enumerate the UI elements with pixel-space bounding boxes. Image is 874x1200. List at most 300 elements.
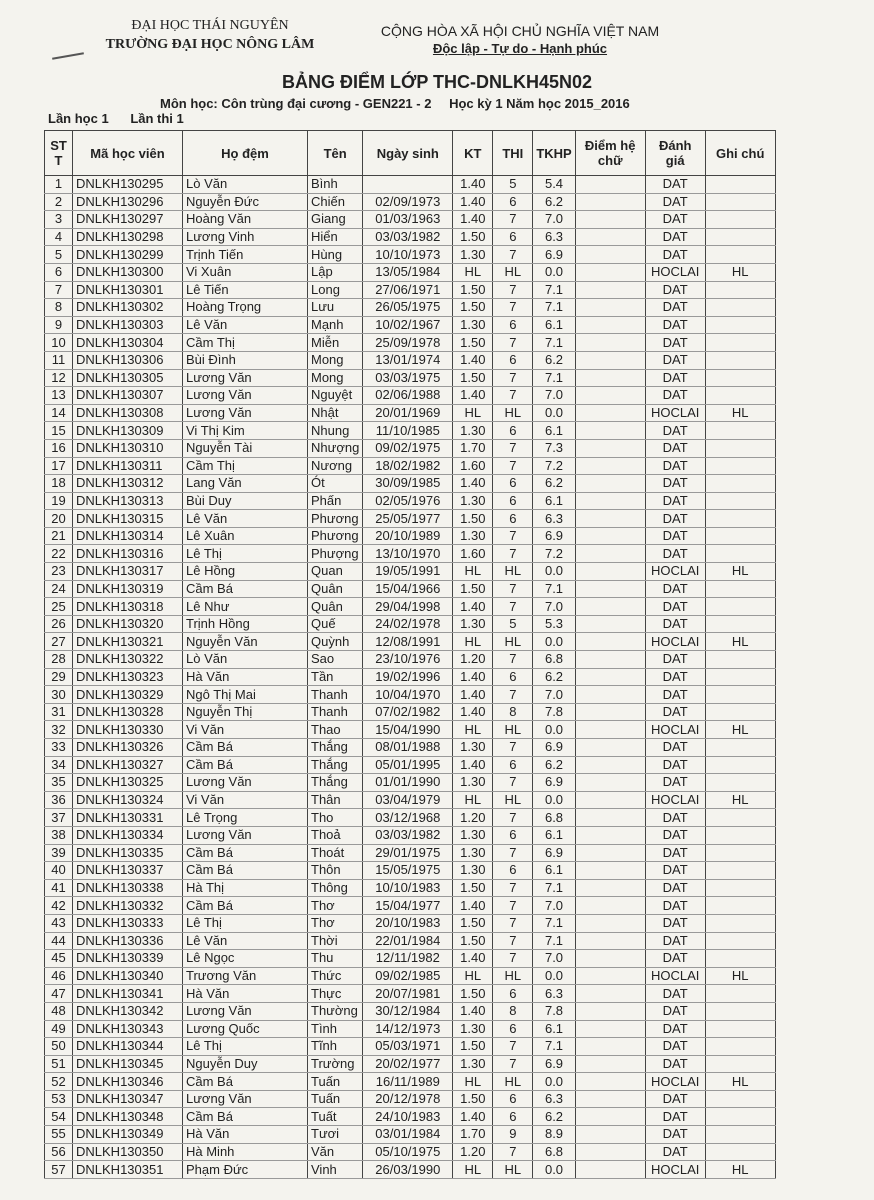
- cell-kt: 1.40: [453, 475, 493, 493]
- cell-middle-name: Hà Văn: [183, 1126, 308, 1144]
- cell-first-name: Thực: [308, 985, 363, 1003]
- cell-thi: 6: [493, 475, 533, 493]
- cell-birth-date: 22/01/1984: [363, 932, 453, 950]
- cell-student-id: DNLKH130347: [73, 1090, 183, 1108]
- cell-first-name: Thông: [308, 879, 363, 897]
- cell-birth-date: 29/01/1975: [363, 844, 453, 862]
- cell-tkhp: 6.2: [533, 1108, 575, 1126]
- cell-letter-grade: [575, 967, 645, 985]
- attempt-info: [48, 111, 202, 126]
- cell-first-name: Thơ: [308, 897, 363, 915]
- cell-letter-grade: [575, 334, 645, 352]
- cell-letter-grade: [575, 791, 645, 809]
- cell-note: HL: [705, 633, 775, 651]
- cell-note: [705, 651, 775, 669]
- cell-letter-grade: [575, 686, 645, 704]
- subject-line: [160, 96, 644, 111]
- cell-student-id: DNLKH130299: [73, 246, 183, 264]
- cell-first-name: Văn: [308, 1143, 363, 1161]
- cell-stt: 5: [45, 246, 73, 264]
- cell-evaluation: HOCLAI: [645, 1161, 705, 1179]
- cell-tkhp: 6.9: [533, 1055, 575, 1073]
- cell-kt: 1.40: [453, 176, 493, 194]
- cell-middle-name: Cầm Bá: [183, 1073, 308, 1091]
- cell-first-name: Thường: [308, 1002, 363, 1020]
- cell-thi: 7: [493, 914, 533, 932]
- cell-student-id: DNLKH130349: [73, 1126, 183, 1144]
- cell-tkhp: 7.1: [533, 369, 575, 387]
- cell-evaluation: DAT: [645, 527, 705, 545]
- cell-stt: 9: [45, 316, 73, 334]
- cell-stt: 24: [45, 580, 73, 598]
- cell-tkhp: 6.2: [533, 351, 575, 369]
- cell-first-name: Quân: [308, 580, 363, 598]
- cell-first-name: Quân: [308, 598, 363, 616]
- cell-note: [705, 1090, 775, 1108]
- table-row: [45, 510, 776, 528]
- cell-stt: 32: [45, 721, 73, 739]
- cell-student-id: DNLKH130303: [73, 316, 183, 334]
- cell-evaluation: DAT: [645, 897, 705, 915]
- cell-tkhp: 6.1: [533, 826, 575, 844]
- cell-stt: 47: [45, 985, 73, 1003]
- cell-kt: 1.40: [453, 193, 493, 211]
- cell-middle-name: Nguyễn Văn: [183, 633, 308, 651]
- cell-evaluation: DAT: [645, 1126, 705, 1144]
- cell-kt: 1.40: [453, 1108, 493, 1126]
- cell-birth-date: 10/10/1973: [363, 246, 453, 264]
- col-thi: THI: [493, 131, 533, 176]
- cell-student-id: DNLKH130340: [73, 967, 183, 985]
- cell-birth-date: 19/05/1991: [363, 563, 453, 581]
- cell-student-id: DNLKH130301: [73, 281, 183, 299]
- cell-kt: 1.40: [453, 387, 493, 405]
- cell-evaluation: DAT: [645, 439, 705, 457]
- cell-birth-date: 03/01/1984: [363, 1126, 453, 1144]
- cell-middle-name: Cầm Bá: [183, 580, 308, 598]
- cell-birth-date: 10/04/1970: [363, 686, 453, 704]
- cell-note: [705, 826, 775, 844]
- cell-stt: 13: [45, 387, 73, 405]
- cell-note: [705, 985, 775, 1003]
- cell-birth-date: 13/10/1970: [363, 545, 453, 563]
- col-kt: KT: [453, 131, 493, 176]
- cell-first-name: Phấn: [308, 492, 363, 510]
- cell-middle-name: Lê Thị: [183, 1038, 308, 1056]
- cell-tkhp: 7.0: [533, 211, 575, 229]
- cell-evaluation: DAT: [645, 545, 705, 563]
- col-evaluation: Đánh giá: [645, 131, 705, 176]
- col-tkhp: TKHP: [533, 131, 575, 176]
- cell-student-id: DNLKH130326: [73, 739, 183, 757]
- col-first-name: Tên: [308, 131, 363, 176]
- cell-thi: HL: [493, 263, 533, 281]
- cell-letter-grade: [575, 721, 645, 739]
- table-row: [45, 369, 776, 387]
- cell-kt: 1.40: [453, 950, 493, 968]
- cell-stt: 18: [45, 475, 73, 493]
- cell-thi: 7: [493, 932, 533, 950]
- cell-kt: 1.50: [453, 932, 493, 950]
- cell-tkhp: 7.1: [533, 281, 575, 299]
- cell-first-name: Mạnh: [308, 316, 363, 334]
- cell-evaluation: DAT: [645, 651, 705, 669]
- cell-birth-date: 25/09/1978: [363, 334, 453, 352]
- cell-tkhp: 6.3: [533, 985, 575, 1003]
- cell-note: HL: [705, 967, 775, 985]
- cell-kt: HL: [453, 563, 493, 581]
- cell-birth-date: 30/09/1985: [363, 475, 453, 493]
- cell-first-name: Hùng: [308, 246, 363, 264]
- cell-first-name: Tần: [308, 668, 363, 686]
- grade-table: [44, 130, 776, 1179]
- table-row: [45, 422, 776, 440]
- cell-stt: 6: [45, 263, 73, 281]
- cell-birth-date: 15/04/1977: [363, 897, 453, 915]
- lan-thi: Lần thi 1: [130, 111, 184, 126]
- cell-student-id: DNLKH130315: [73, 510, 183, 528]
- cell-student-id: DNLKH130341: [73, 985, 183, 1003]
- cell-birth-date: 20/10/1989: [363, 527, 453, 545]
- cell-evaluation: DAT: [645, 879, 705, 897]
- table-row: [45, 545, 776, 563]
- table-row: [45, 457, 776, 475]
- cell-tkhp: 7.2: [533, 457, 575, 475]
- cell-letter-grade: [575, 1020, 645, 1038]
- cell-letter-grade: [575, 176, 645, 194]
- cell-middle-name: Trịnh Tiến: [183, 246, 308, 264]
- cell-evaluation: DAT: [645, 193, 705, 211]
- cell-thi: 7: [493, 809, 533, 827]
- cell-note: [705, 176, 775, 194]
- table-row: [45, 351, 776, 369]
- cell-tkhp: 7.8: [533, 703, 575, 721]
- cell-evaluation: DAT: [645, 510, 705, 528]
- cell-evaluation: DAT: [645, 387, 705, 405]
- col-note: Ghi chú: [705, 131, 775, 176]
- cell-thi: 7: [493, 774, 533, 792]
- cell-thi: 7: [493, 739, 533, 757]
- table-row: [45, 1090, 776, 1108]
- cell-student-id: DNLKH130331: [73, 809, 183, 827]
- cell-birth-date: 02/06/1988: [363, 387, 453, 405]
- cell-stt: 16: [45, 439, 73, 457]
- cell-evaluation: DAT: [645, 844, 705, 862]
- cell-note: HL: [705, 404, 775, 422]
- cell-letter-grade: [575, 862, 645, 880]
- cell-middle-name: Lê Văn: [183, 932, 308, 950]
- cell-letter-grade: [575, 510, 645, 528]
- cell-evaluation: DAT: [645, 1143, 705, 1161]
- cell-birth-date: 11/10/1985: [363, 422, 453, 440]
- cell-letter-grade: [575, 193, 645, 211]
- cell-first-name: Thân: [308, 791, 363, 809]
- cell-thi: 6: [493, 985, 533, 1003]
- page-title: BẢNG ĐIỂM LỚP THC-DNLKH45N02: [281, 72, 593, 92]
- cell-birth-date: 29/04/1998: [363, 598, 453, 616]
- cell-letter-grade: [575, 545, 645, 563]
- cell-evaluation: DAT: [645, 492, 705, 510]
- cell-first-name: Quan: [308, 563, 363, 581]
- cell-kt: 1.30: [453, 1020, 493, 1038]
- cell-letter-grade: [575, 668, 645, 686]
- cell-thi: 7: [493, 1143, 533, 1161]
- cell-letter-grade: [575, 1038, 645, 1056]
- cell-middle-name: Vi Thị Kim: [183, 422, 308, 440]
- cell-student-id: DNLKH130296: [73, 193, 183, 211]
- cell-birth-date: 19/02/1996: [363, 668, 453, 686]
- cell-birth-date: 23/10/1976: [363, 651, 453, 669]
- table-row: [45, 1143, 776, 1161]
- cell-student-id: DNLKH130346: [73, 1073, 183, 1091]
- cell-student-id: DNLKH130344: [73, 1038, 183, 1056]
- cell-kt: 1.50: [453, 580, 493, 598]
- cell-note: [705, 774, 775, 792]
- cell-thi: HL: [493, 721, 533, 739]
- cell-note: [705, 950, 775, 968]
- cell-evaluation: DAT: [645, 176, 705, 194]
- table-row: [45, 263, 776, 281]
- table-row: [45, 668, 776, 686]
- cell-kt: 1.20: [453, 1143, 493, 1161]
- cell-note: [705, 1038, 775, 1056]
- cell-first-name: Long: [308, 281, 363, 299]
- cell-student-id: DNLKH130345: [73, 1055, 183, 1073]
- cell-evaluation: HOCLAI: [645, 563, 705, 581]
- cell-middle-name: Nguyễn Thị: [183, 703, 308, 721]
- cell-note: [705, 598, 775, 616]
- table-row: [45, 475, 776, 493]
- cell-letter-grade: [575, 703, 645, 721]
- cell-thi: 7: [493, 439, 533, 457]
- cell-middle-name: Lò Văn: [183, 651, 308, 669]
- cell-birth-date: 09/02/1975: [363, 439, 453, 457]
- cell-middle-name: Nguyễn Tài: [183, 439, 308, 457]
- table-row: [45, 967, 776, 985]
- semester-info: Học kỳ 1 Năm học 2015_2016: [449, 96, 630, 111]
- cell-kt: 1.30: [453, 316, 493, 334]
- cell-note: [705, 1002, 775, 1020]
- cell-letter-grade: [575, 563, 645, 581]
- cell-stt: 53: [45, 1090, 73, 1108]
- cell-tkhp: 6.2: [533, 756, 575, 774]
- cell-kt: 1.30: [453, 739, 493, 757]
- cell-thi: HL: [493, 404, 533, 422]
- cell-evaluation: HOCLAI: [645, 633, 705, 651]
- cell-tkhp: 5.4: [533, 176, 575, 194]
- cell-first-name: Thời: [308, 932, 363, 950]
- cell-note: [705, 703, 775, 721]
- cell-kt: 1.30: [453, 615, 493, 633]
- cell-letter-grade: [575, 739, 645, 757]
- cell-middle-name: Hoàng Trọng: [183, 299, 308, 317]
- table-row: [45, 862, 776, 880]
- cell-evaluation: DAT: [645, 246, 705, 264]
- cell-student-id: DNLKH130323: [73, 668, 183, 686]
- cell-first-name: Thanh: [308, 686, 363, 704]
- cell-student-id: DNLKH130330: [73, 721, 183, 739]
- cell-evaluation: DAT: [645, 756, 705, 774]
- cell-letter-grade: [575, 475, 645, 493]
- cell-thi: 7: [493, 1038, 533, 1056]
- cell-birth-date: 30/12/1984: [363, 1002, 453, 1020]
- cell-note: [705, 1020, 775, 1038]
- table-row: [45, 932, 776, 950]
- cell-birth-date: 01/01/1990: [363, 774, 453, 792]
- cell-kt: HL: [453, 404, 493, 422]
- cell-evaluation: DAT: [645, 1108, 705, 1126]
- cell-note: [705, 668, 775, 686]
- table-row: [45, 387, 776, 405]
- cell-tkhp: 7.1: [533, 914, 575, 932]
- cell-stt: 28: [45, 651, 73, 669]
- cell-middle-name: Lê Thị: [183, 545, 308, 563]
- table-row: [45, 1126, 776, 1144]
- cell-student-id: DNLKH130313: [73, 492, 183, 510]
- cell-birth-date: 26/03/1990: [363, 1161, 453, 1179]
- col-birth-date: Ngày sinh: [363, 131, 453, 176]
- cell-thi: 7: [493, 1055, 533, 1073]
- cell-student-id: DNLKH130335: [73, 844, 183, 862]
- cell-letter-grade: [575, 615, 645, 633]
- cell-thi: 6: [493, 492, 533, 510]
- cell-evaluation: DAT: [645, 475, 705, 493]
- cell-note: [705, 879, 775, 897]
- cell-note: [705, 422, 775, 440]
- cell-tkhp: 0.0: [533, 404, 575, 422]
- school-name: TRƯỜNG ĐẠI HỌC NÔNG LÂM: [105, 37, 315, 52]
- cell-student-id: DNLKH130305: [73, 369, 183, 387]
- cell-thi: 6: [493, 316, 533, 334]
- cell-evaluation: DAT: [645, 351, 705, 369]
- table-row: [45, 404, 776, 422]
- cell-stt: 11: [45, 351, 73, 369]
- cell-kt: 1.50: [453, 228, 493, 246]
- cell-middle-name: Ngô Thị Mai: [183, 686, 308, 704]
- cell-tkhp: 6.9: [533, 844, 575, 862]
- table-row: [45, 809, 776, 827]
- cell-letter-grade: [575, 1161, 645, 1179]
- cell-note: [705, 756, 775, 774]
- cell-kt: HL: [453, 1161, 493, 1179]
- cell-student-id: DNLKH130334: [73, 826, 183, 844]
- cell-first-name: Sao: [308, 651, 363, 669]
- cell-middle-name: Hà Minh: [183, 1143, 308, 1161]
- table-row: [45, 1108, 776, 1126]
- table-row: [45, 492, 776, 510]
- cell-middle-name: Hà Văn: [183, 985, 308, 1003]
- cell-birth-date: 24/10/1983: [363, 1108, 453, 1126]
- cell-birth-date: 08/01/1988: [363, 739, 453, 757]
- cell-middle-name: Hoàng Văn: [183, 211, 308, 229]
- cell-middle-name: Lương Vinh: [183, 228, 308, 246]
- cell-student-id: DNLKH130343: [73, 1020, 183, 1038]
- cell-stt: 42: [45, 897, 73, 915]
- cell-thi: 7: [493, 299, 533, 317]
- cell-evaluation: HOCLAI: [645, 1073, 705, 1091]
- cell-birth-date: 20/10/1983: [363, 914, 453, 932]
- cell-kt: 1.50: [453, 1038, 493, 1056]
- cell-evaluation: DAT: [645, 686, 705, 704]
- cell-student-id: DNLKH130328: [73, 703, 183, 721]
- cell-birth-date: 16/11/1989: [363, 1073, 453, 1091]
- cell-thi: 7: [493, 950, 533, 968]
- cell-birth-date: 20/12/1978: [363, 1090, 453, 1108]
- table-row: [45, 246, 776, 264]
- cell-thi: HL: [493, 633, 533, 651]
- cell-birth-date: 25/05/1977: [363, 510, 453, 528]
- cell-letter-grade: [575, 914, 645, 932]
- cell-evaluation: DAT: [645, 668, 705, 686]
- cell-middle-name: Lê Xuân: [183, 527, 308, 545]
- cell-note: HL: [705, 1073, 775, 1091]
- cell-note: [705, 510, 775, 528]
- cell-evaluation: DAT: [645, 862, 705, 880]
- col-stt: ST T: [45, 131, 73, 176]
- cell-letter-grade: [575, 211, 645, 229]
- cell-note: HL: [705, 791, 775, 809]
- table-row: [45, 615, 776, 633]
- cell-middle-name: Lê Trọng: [183, 809, 308, 827]
- cell-stt: 50: [45, 1038, 73, 1056]
- cell-first-name: Vinh: [308, 1161, 363, 1179]
- cell-letter-grade: [575, 351, 645, 369]
- cell-letter-grade: [575, 439, 645, 457]
- cell-letter-grade: [575, 879, 645, 897]
- cell-stt: 55: [45, 1126, 73, 1144]
- cell-student-id: DNLKH130348: [73, 1108, 183, 1126]
- cell-birth-date: 02/09/1973: [363, 193, 453, 211]
- cell-evaluation: DAT: [645, 598, 705, 616]
- cell-thi: 9: [493, 1126, 533, 1144]
- cell-middle-name: Lò Văn: [183, 176, 308, 194]
- cell-middle-name: Cầm Bá: [183, 739, 308, 757]
- cell-stt: 40: [45, 862, 73, 880]
- cell-note: HL: [705, 721, 775, 739]
- cell-stt: 21: [45, 527, 73, 545]
- cell-stt: 10: [45, 334, 73, 352]
- cell-note: [705, 844, 775, 862]
- cell-note: [705, 211, 775, 229]
- cell-stt: 25: [45, 598, 73, 616]
- cell-kt: 1.50: [453, 299, 493, 317]
- cell-kt: 1.40: [453, 897, 493, 915]
- cell-first-name: Nguyệt: [308, 387, 363, 405]
- cell-first-name: Thoả: [308, 826, 363, 844]
- cell-student-id: DNLKH130320: [73, 615, 183, 633]
- table-row: [45, 826, 776, 844]
- cell-first-name: Thắng: [308, 756, 363, 774]
- cell-evaluation: DAT: [645, 228, 705, 246]
- cell-tkhp: 6.3: [533, 510, 575, 528]
- cell-middle-name: Hà Văn: [183, 668, 308, 686]
- cell-note: [705, 457, 775, 475]
- cell-student-id: DNLKH130319: [73, 580, 183, 598]
- cell-first-name: Thu: [308, 950, 363, 968]
- cell-first-name: Chiến: [308, 193, 363, 211]
- cell-tkhp: 7.0: [533, 686, 575, 704]
- table-row: [45, 211, 776, 229]
- cell-letter-grade: [575, 263, 645, 281]
- cell-birth-date: 13/05/1984: [363, 263, 453, 281]
- table-row: [45, 774, 776, 792]
- cell-tkhp: 7.2: [533, 545, 575, 563]
- cell-letter-grade: [575, 1055, 645, 1073]
- cell-kt: 1.50: [453, 510, 493, 528]
- cell-first-name: Tuấn: [308, 1090, 363, 1108]
- cell-kt: 1.40: [453, 351, 493, 369]
- table-row: [45, 598, 776, 616]
